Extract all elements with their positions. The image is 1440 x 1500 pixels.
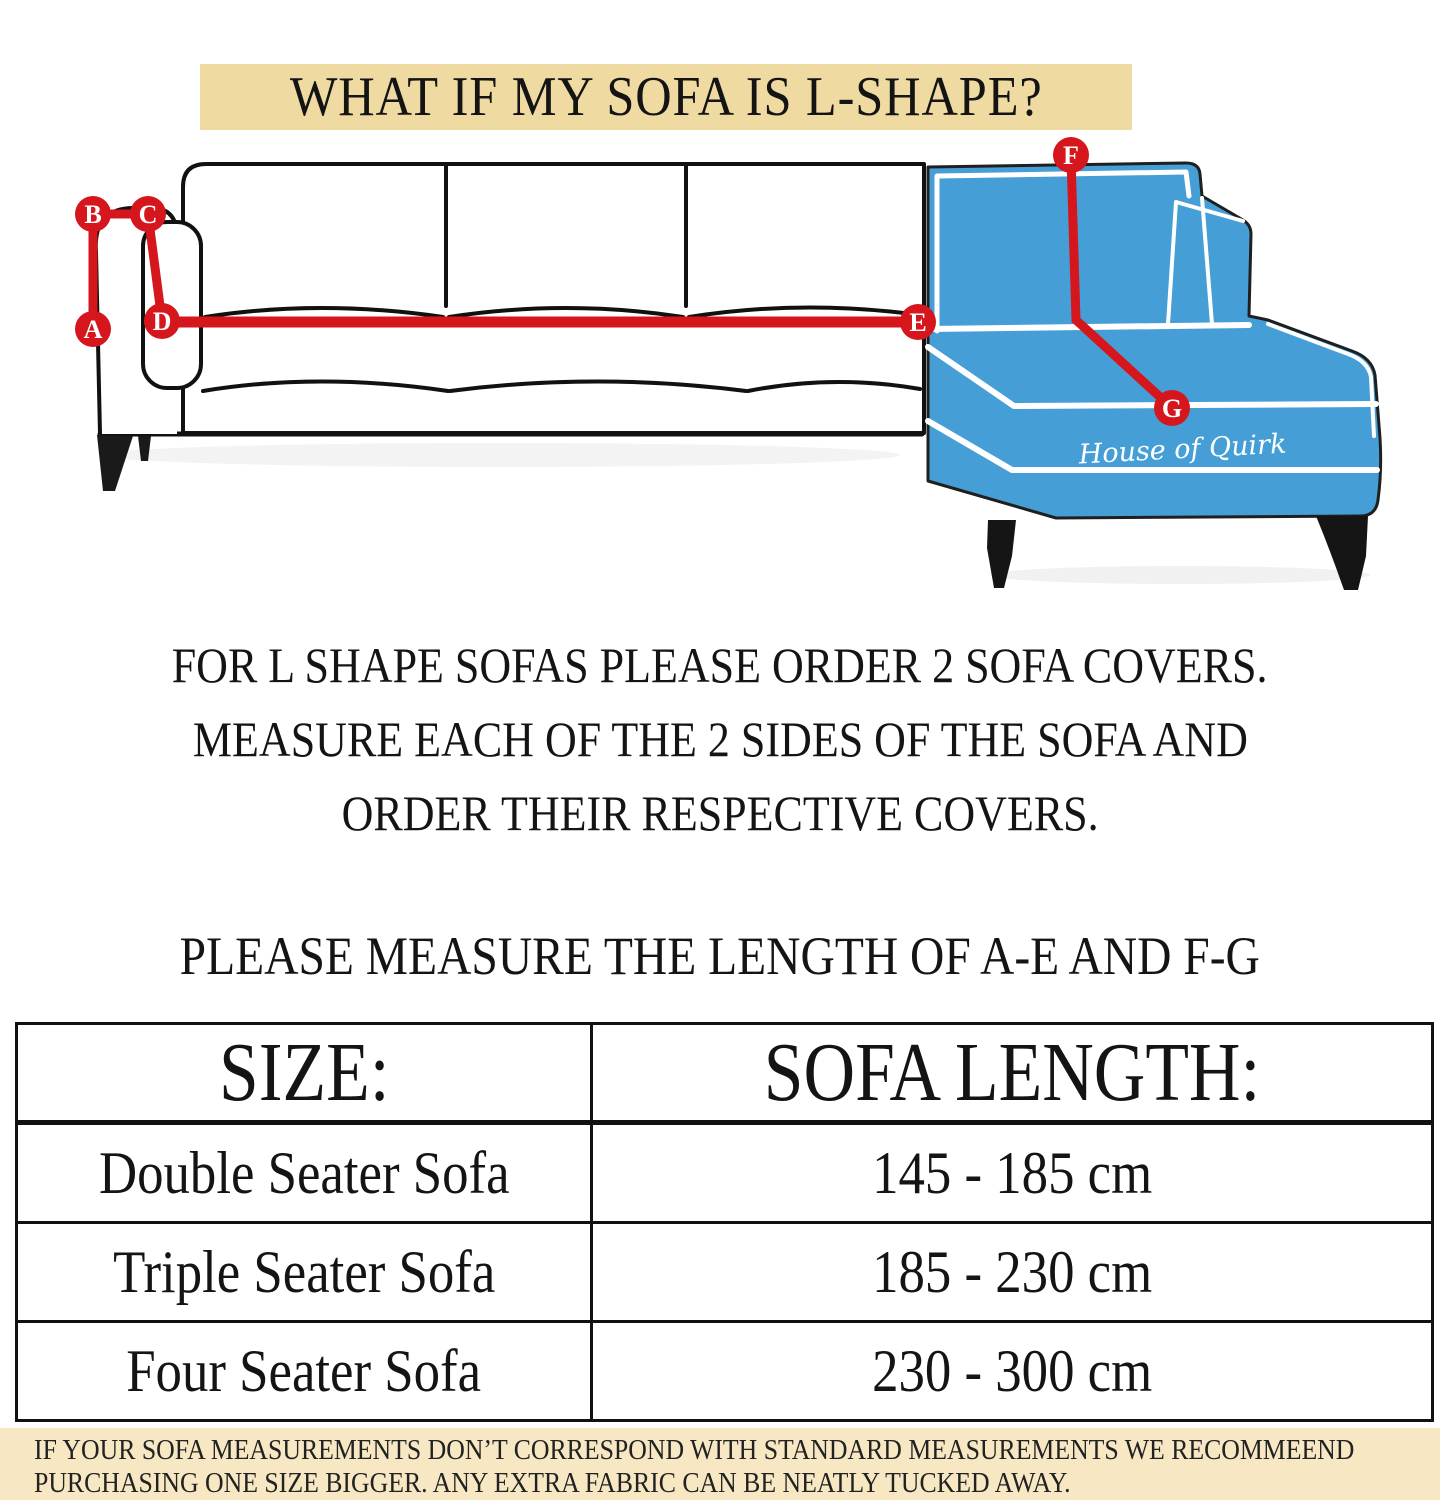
sofa-front-leg (97, 435, 133, 491)
table-row-length: 185 - 230 cm (593, 1224, 1431, 1323)
footer-line: IF YOUR SOFA MEASUREMENTS DON’T CORRESPOND WITH STANDARD MEASUREMENTS WE RECOMMEEND (34, 1435, 1355, 1466)
instruction-line: ORDER THEIR RESPECTIVE COVERS. (341, 785, 1099, 841)
size-table (15, 1022, 1434, 1422)
table-row-size: Double Seater Sofa (18, 1125, 593, 1224)
size-table-header-size: SIZE: (18, 1025, 593, 1125)
title-banner (200, 64, 1132, 130)
marker-a: A (83, 315, 103, 344)
size-table-header-length: SOFA LENGTH: (593, 1025, 1431, 1125)
marker-d: D (152, 307, 172, 336)
footer-line: PURCHASING ONE SIZE BIGGER. ANY EXTRA FABRIC CAN BE NEATLY TUCKED AWAY. (34, 1468, 1071, 1499)
marker-b: B (84, 200, 102, 229)
blue-chaise-drawing (928, 163, 1381, 590)
marker-g: G (1161, 394, 1183, 423)
measure-note: PLEASE MEASURE THE LENGTH OF A-E AND F-G (179, 926, 1261, 986)
table-row-size: Four Seater Sofa (18, 1323, 593, 1419)
marker-f: F (1063, 141, 1079, 170)
instruction-line: MEASURE EACH OF THE 2 SIDES OF THE SOFA AND (192, 711, 1248, 767)
marker-e: E (909, 308, 927, 337)
sofa-measurement-diagram (0, 130, 1440, 600)
instruction-line: FOR L SHAPE SOFAS PLEASE ORDER 2 SOFA COVERS. (172, 637, 1268, 693)
table-row-size: Triple Seater Sofa (18, 1224, 593, 1323)
page-title: WHAT IF MY SOFA IS L-SHAPE? (289, 66, 1043, 128)
brand-watermark: House of Quirk (1077, 428, 1288, 471)
table-row-length: 145 - 185 cm (593, 1125, 1431, 1224)
marker-c: C (138, 200, 158, 229)
footer-note (0, 1428, 1440, 1500)
table-row-length: 230 - 300 cm (871, 1337, 1153, 1404)
order-instructions (0, 628, 1440, 850)
sofa-body-outline (183, 164, 927, 433)
